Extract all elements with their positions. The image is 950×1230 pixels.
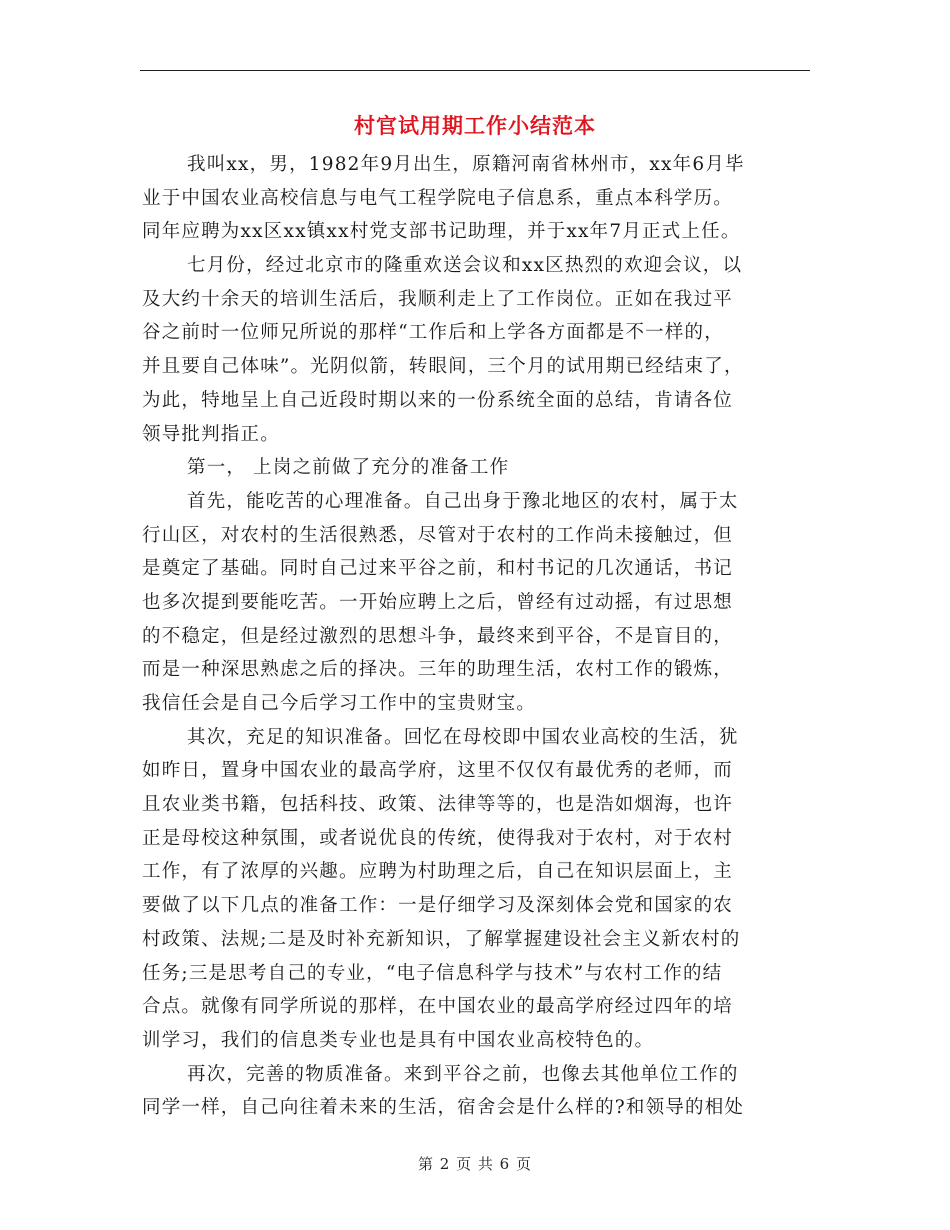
text-line: 要做了以下几点的准备工作：一是仔细学习及深刻体会党和国家的农	[142, 895, 734, 917]
page-footer: 第 2 页 共 6 页	[418, 1155, 532, 1173]
text-line: 领导批判指正。	[142, 423, 280, 445]
text-line: 业于中国农业高校信息与电气工程学院电子信息系，重点本科学历。	[142, 187, 734, 209]
text-line: 首先，能吃苦的心理准备。自己出身于豫北地区的农村，属于太	[187, 490, 739, 512]
text-line: 同年应聘为xx区xx镇xx村党支部书记助理，并于xx年7月正式上任。	[142, 221, 741, 243]
text-line: 而是一种深思熟虑之后的择决。三年的助理生活，农村工作的锻炼，	[142, 659, 734, 681]
text-line: 七月份，经过北京市的隆重欢送会议和xx区热烈的欢迎会议，以	[187, 255, 743, 277]
text-line: 同学一样，自己向往着未来的生活，宿舍会是什么样的?和领导的相处	[142, 1097, 745, 1119]
text-line: 工作，有了浓厚的兴趣。应聘为村助理之后，自己在知识层面上，主	[142, 861, 734, 883]
text-line: 再次，完善的物质准备。来到平谷之前，也像去其他单位工作的	[187, 1063, 739, 1085]
text-line: 训学习，我们的信息类专业也是具有中国农业高校特色的。	[142, 1029, 655, 1051]
text-line: 正是母校这种氛围，或者说优良的传统，使得我对于农村，对于农村	[142, 827, 734, 849]
text-line: 也多次提到要能吃苦。一开始应聘上之后，曾经有过动摇，有过思想	[142, 591, 734, 613]
text-line: 谷之前时一位师兄所说的那样“工作后和上学各方面都是不一样的，	[142, 322, 724, 344]
text-line: 行山区，对农村的生活很熟悉，尽管对于农村的工作尚未接触过，但	[142, 524, 734, 546]
text-line: 是奠定了基础。同时自己过来平谷之前，和村书记的几次通话，书记	[142, 558, 734, 580]
text-line: 村政策、法规;二是及时补充新知识，了解掌握建设社会主义新农村的	[142, 928, 741, 950]
text-line: 且农业类书籍，包括科技、政策、法律等等的，也是浩如烟海，也许	[142, 794, 734, 816]
text-line: 合点。就像有同学所说的那样，在中国农业的最高学府经过四年的培	[142, 996, 734, 1018]
text-line: 的不稳定，但是经过激烈的思想斗争，最终来到平谷，不是盲目的，	[142, 625, 734, 647]
text-line: 为此，特地呈上自己近段时期以来的一份系统全面的总结，肯请各位	[142, 389, 734, 411]
document-title: 村官试用期工作小结范本	[354, 113, 596, 138]
text-line: 如昨日，置身中国农业的最高学府，这里不仅仅有最优秀的老师，而	[142, 760, 734, 782]
text-line: 我信任会是自己今后学习工作中的宝贵财宝。	[142, 693, 537, 714]
text-line: 及大约十余天的培训生活后，我顺利走上了工作岗位。正如在我过平	[142, 288, 734, 310]
text-line: 任务;三是思考自己的专业，“电子信息科学与技术”与农村工作的结	[142, 962, 723, 984]
text-line: 我叫xx，男，1982年9月出生，原籍河南省林州市，xx年6月毕	[187, 154, 745, 175]
header-rule	[140, 70, 810, 71]
text-line: 其次，充足的知识准备。回忆在母校即中国农业高校的生活，犹	[187, 726, 739, 748]
text-line: 第一， 上岗之前做了充分的准备工作	[187, 457, 510, 479]
text-line: 并且要自己体味”。光阴似箭，转眼间，三个月的试用期已经结束了，	[142, 356, 744, 378]
document-body	[142, 148, 814, 1125]
